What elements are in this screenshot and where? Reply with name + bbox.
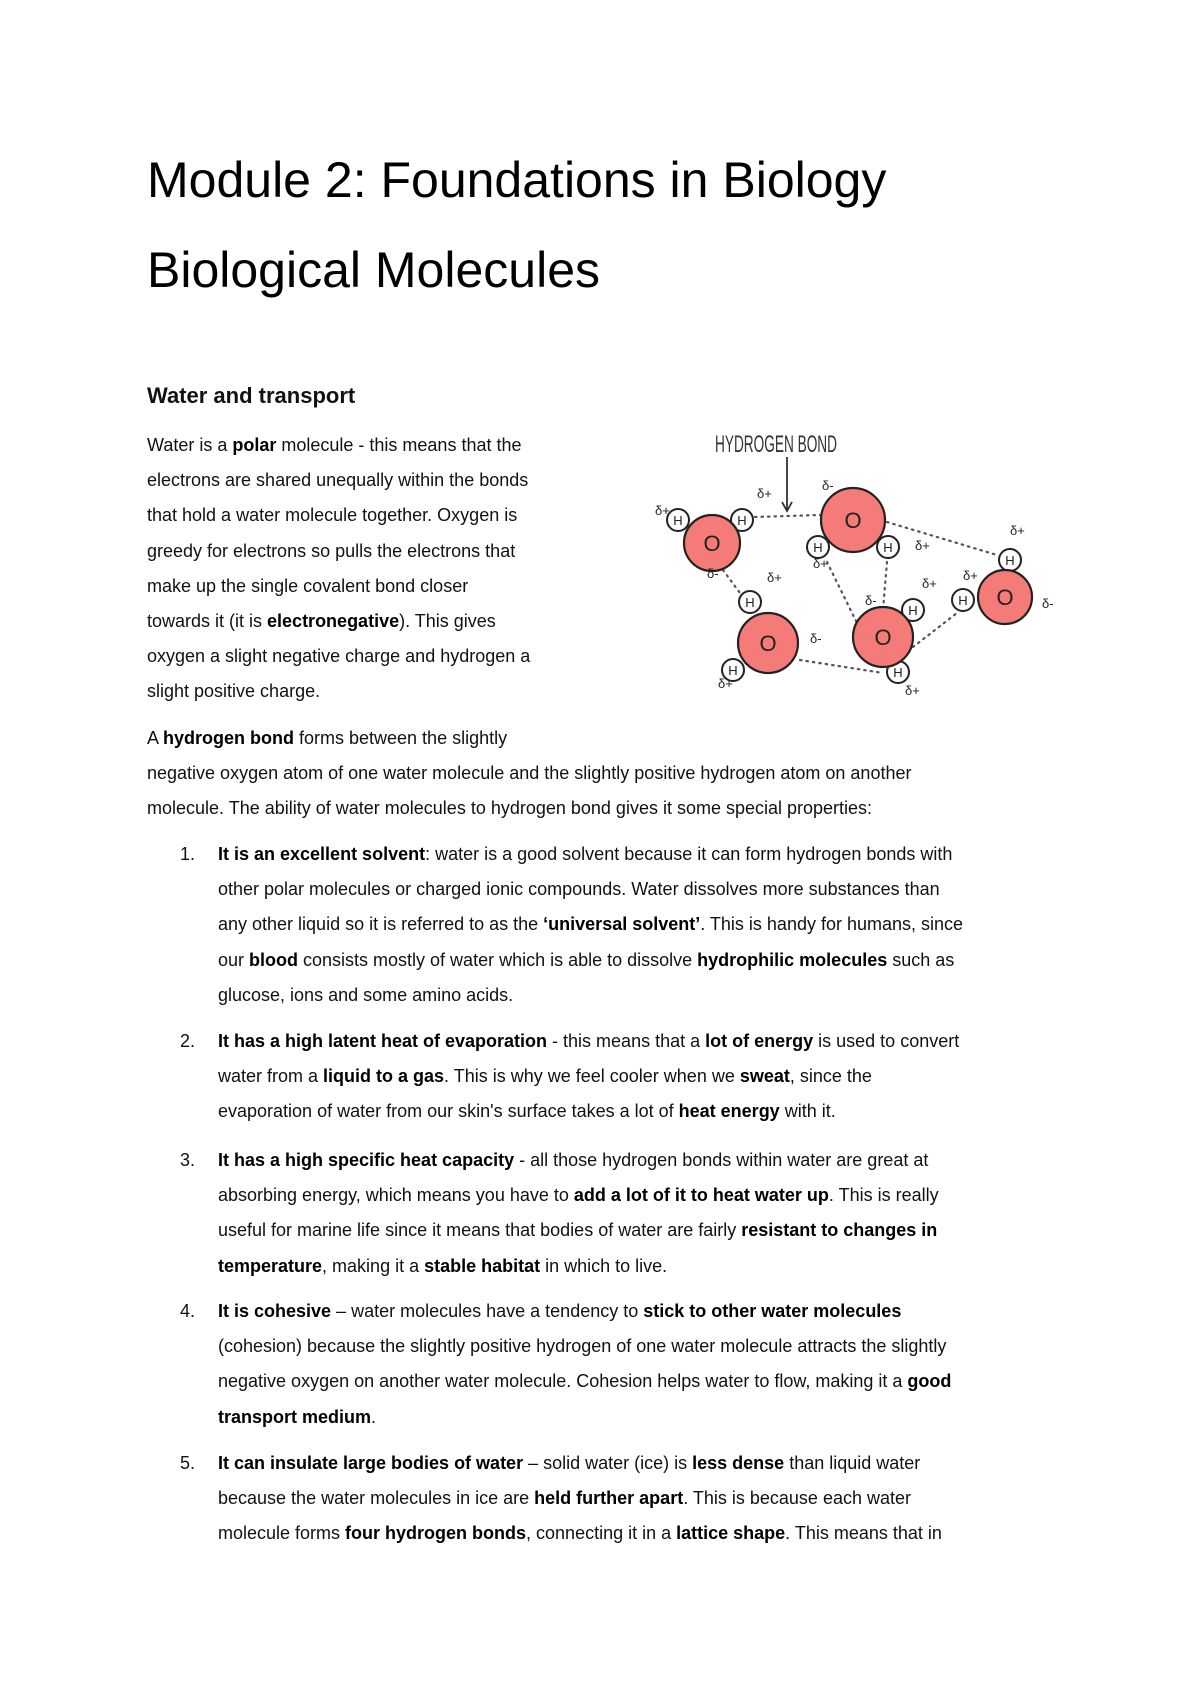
text-line: molecule forms four hydrogen bonds, connecting it in a lattice shape. This means that in (218, 1523, 942, 1544)
bold-term: stick to other water molecules (643, 1301, 902, 1321)
section-heading: Water and transport (147, 383, 356, 408)
text-line: other polar molecules or charged ionic compounds. Water dissolves more substances than (218, 879, 940, 900)
bold-term: transport medium (218, 1406, 372, 1427)
oxygen-atom (738, 613, 798, 673)
text-line: negative oxygen atom of one water molecule and the slightly positive hydrogen atom on another (147, 763, 912, 784)
partial-charge-label: δ- (707, 566, 719, 581)
bold-term: It is cohesive (218, 1301, 332, 1321)
bold-term: hydrogen bond (163, 728, 294, 748)
bold-term: sweat (739, 1066, 790, 1087)
svg-text:H: H (728, 663, 738, 678)
text-line: evaporation of water from our skin's surface takes a lot of heat energy with it. (218, 1101, 836, 1122)
svg-text:H: H (737, 513, 747, 528)
text-line: It is an excellent solvent: water is a good solvent because it can form hydrogen bonds with (218, 844, 953, 864)
hydrogen-atom (877, 536, 899, 558)
bold-term: ‘universal solvent’ (543, 914, 701, 935)
text-line: because the water molecules in ice are held further apart. This is because each water (218, 1488, 911, 1509)
page-subtitle: Biological Molecules (147, 242, 601, 298)
oxygen-atom (684, 515, 740, 571)
page-title: Module 2: Foundations in Biology (147, 152, 887, 208)
bold-term: It has a high latent heat of evaporation (218, 1031, 548, 1051)
list-number: 3. (180, 1150, 196, 1170)
list-item (180, 1446, 942, 1552)
water-molecule (722, 591, 798, 681)
bold-term: less dense (692, 1453, 785, 1473)
hydrogen-atom (952, 589, 974, 611)
hydrogen-bond-diagram (600, 380, 1100, 720)
svg-text:H: H (908, 603, 918, 618)
list-item (180, 837, 964, 1013)
hydrogen-bond-line (883, 562, 887, 610)
list-item (180, 1024, 960, 1130)
text-line: any other liquid so it is referred to as the ‘universal solvent’. This is handy for humans, since (218, 914, 964, 935)
paragraph-polar (147, 428, 530, 710)
bold-term: blood (249, 949, 299, 970)
list-item-text (218, 1024, 959, 1130)
text-line: make up the single covalent bond closer (147, 575, 469, 596)
text-line: electrons are shared unequally within the bonds (147, 470, 529, 491)
svg-text:O: O (996, 585, 1014, 610)
svg-text:H: H (1005, 553, 1015, 568)
list-item (180, 1294, 952, 1435)
svg-text:H: H (813, 540, 823, 555)
partial-charge-label: δ- (822, 478, 834, 493)
text-line: that hold a water molecule together. Oxygen is (147, 505, 518, 526)
partial-charge-label: δ+ (718, 676, 733, 691)
text-line: temperature, making it a stable habitat in which to live. (218, 1255, 668, 1276)
hydrogen-atom (667, 509, 689, 531)
partial-charge-label: δ+ (963, 568, 978, 583)
water-molecule (952, 549, 1032, 624)
text-line: useful for marine life since it means that bodies of water are fairly resistant to changes in (218, 1220, 938, 1241)
text-line: Water is a polar molecule - this means that the (147, 435, 522, 455)
bold-term: It has a high specific heat capacity (218, 1150, 515, 1170)
bold-term: hydrophilic molecules (697, 949, 888, 970)
list-item-text (218, 1143, 939, 1284)
partial-charge-label: δ+ (767, 570, 782, 585)
partial-charge-label: δ- (1042, 596, 1054, 611)
partial-charge-label: δ+ (655, 503, 670, 518)
oxygen-atom (978, 570, 1032, 624)
text-line: It has a high specific heat capacity - all those hydrogen bonds within water are great at (218, 1150, 929, 1170)
hydrogen-bond-line (723, 570, 740, 593)
bold-term: stable habitat (424, 1255, 541, 1276)
svg-text:H: H (958, 593, 968, 608)
text-line: water from a liquid to a gas. This is why we feel cooler when we sweat, since the (218, 1066, 872, 1087)
hydrogen-atom (999, 549, 1021, 571)
arrow-icon (782, 457, 792, 511)
partial-charge-label: δ- (865, 593, 877, 608)
text-line: absorbing energy, which means you have to add a lot of it to heat water up. This is really (218, 1185, 939, 1206)
bold-term: heat energy (678, 1101, 780, 1122)
svg-text:H: H (673, 513, 683, 528)
bold-term: temperature (218, 1255, 323, 1276)
hydrogen-bond-line (827, 562, 857, 623)
text-line: negative oxygen on another water molecule. Cohesion helps water to flow, making it a good (218, 1371, 952, 1392)
bold-term: liquid to a gas (323, 1066, 445, 1087)
list-item (180, 1143, 939, 1284)
paragraph-hydrogen-bond (147, 721, 911, 827)
water-molecule (807, 488, 899, 558)
diagram-label: HYDROGEN BOND (715, 431, 837, 458)
bold-term: lattice shape (676, 1523, 786, 1544)
hydrogen-bond-line (755, 515, 820, 517)
text-line: It has a high latent heat of evaporation - this means that a lot of energy is used to convert (218, 1031, 960, 1051)
bold-term: good (907, 1371, 952, 1392)
list-item-text (218, 1294, 951, 1435)
svg-text:O: O (703, 531, 721, 556)
text-line: It is cohesive – water molecules have a tendency to stick to other water molecules (218, 1301, 902, 1321)
text-line: oxygen a slight negative charge and hydrogen a (147, 646, 531, 667)
partial-charge-label: δ+ (1010, 523, 1025, 538)
svg-text:O: O (844, 508, 862, 533)
text-line: transport medium. (218, 1406, 377, 1427)
text-line: A hydrogen bond forms between the slightly (147, 728, 508, 748)
partial-charge-label: δ+ (813, 556, 828, 571)
svg-text:H: H (745, 595, 755, 610)
hydrogen-bond-line (887, 522, 997, 555)
list-number: 1. (180, 844, 196, 864)
svg-text:H: H (893, 665, 903, 680)
hydrogen-atom (807, 536, 829, 558)
svg-text:O: O (874, 625, 892, 650)
bold-term: polar (232, 435, 277, 455)
oxygen-atom (853, 607, 913, 667)
text-line: our blood consists mostly of water which is able to dissolve hydrophilic molecules such as (218, 949, 955, 970)
text-line: (cohesion) because the slightly positive hydrogen of one water molecule attracts the slightly (218, 1336, 947, 1357)
bold-term: four hydrogen bonds (345, 1523, 527, 1544)
partial-charge-label: δ+ (757, 486, 772, 501)
bold-term: lot of energy (705, 1031, 814, 1051)
partial-charge-label: δ+ (915, 538, 930, 553)
bold-term: add a lot of it to heat water up (573, 1185, 829, 1206)
svg-text:H: H (883, 540, 893, 555)
text-line: glucose, ions and some amino acids. (218, 984, 514, 1005)
list-number: 4. (180, 1301, 196, 1321)
text-line: slight positive charge. (147, 681, 321, 702)
hydrogen-atom (739, 591, 761, 613)
list-number: 2. (180, 1031, 196, 1051)
bold-term: electronegative (267, 610, 400, 631)
list-number: 5. (180, 1453, 196, 1473)
text-line: It can insulate large bodies of water – solid water (ice) is less dense than liquid water (218, 1453, 921, 1473)
bold-term: held further apart (534, 1488, 684, 1509)
bold-term: It can insulate large bodies of water (218, 1453, 524, 1473)
text-line: towards it (it is electronegative). This gives (147, 610, 496, 631)
oxygen-atom (821, 488, 885, 552)
bold-term: It is an excellent solvent (218, 844, 426, 864)
list-item-text (218, 837, 963, 1013)
water-molecule (667, 509, 753, 571)
list-item-text (218, 1446, 942, 1552)
partial-charge-label: δ+ (922, 576, 937, 591)
partial-charge-label: δ- (810, 631, 822, 646)
partial-charge-label: δ+ (905, 683, 920, 698)
text-line: greedy for electrons so pulls the electrons that (147, 540, 516, 561)
svg-text:O: O (759, 631, 777, 656)
bold-term: resistant to changes in (741, 1220, 938, 1241)
text-line: molecule. The ability of water molecules to hydrogen bond gives it some special properties: (147, 798, 873, 819)
